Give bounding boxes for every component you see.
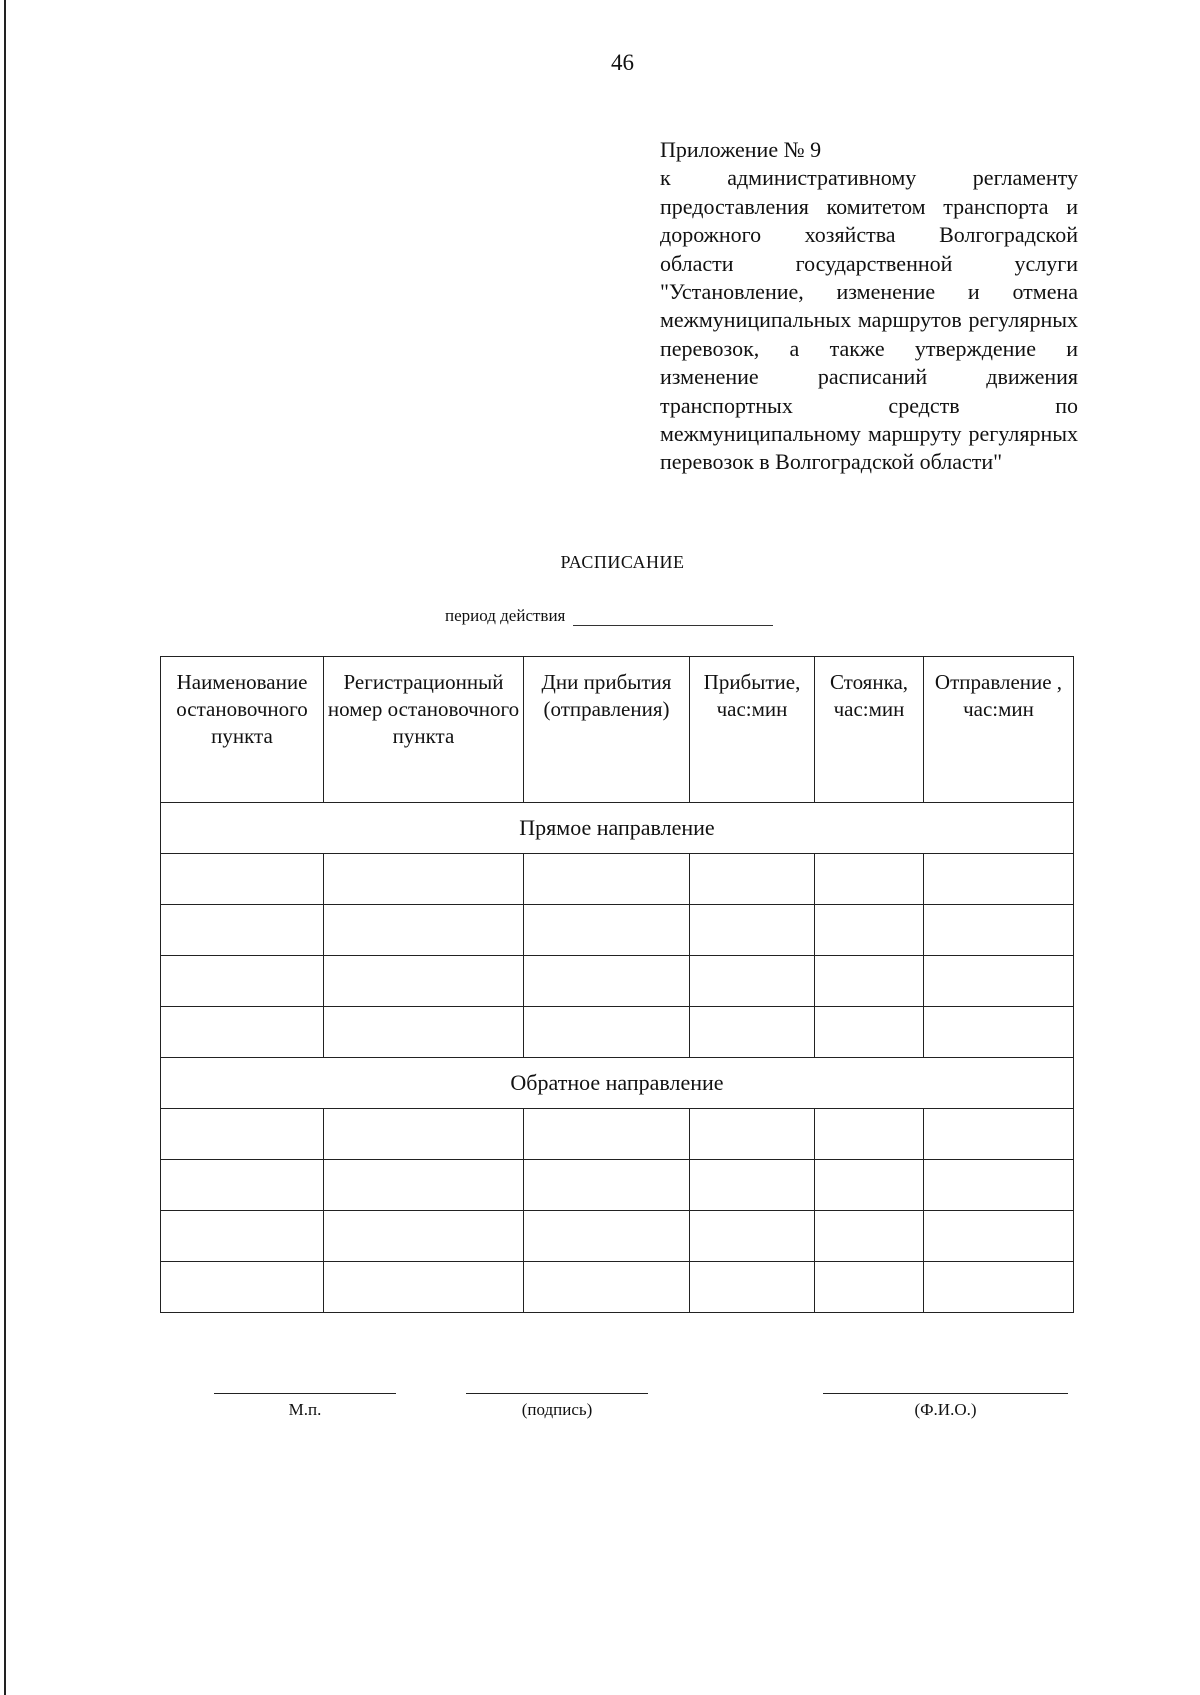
period-blank-field[interactable] [573, 607, 773, 626]
table-cell[interactable] [524, 905, 690, 956]
table-cell[interactable] [324, 1262, 524, 1313]
table-header-row [161, 657, 1074, 803]
table-row [161, 1160, 1074, 1211]
schedule-table [160, 656, 1074, 1313]
stamp-line[interactable] [214, 1393, 396, 1394]
table-cell[interactable] [815, 1211, 924, 1262]
table-cell[interactable] [324, 956, 524, 1007]
table-cell[interactable] [690, 956, 815, 1007]
table-cell[interactable] [690, 1211, 815, 1262]
column-header-departure: Отправление , час:мин [924, 657, 1074, 803]
table-cell[interactable] [324, 854, 524, 905]
stamp-label: М.п. [288, 1400, 322, 1419]
table-cell[interactable] [524, 1262, 690, 1313]
table-cell[interactable] [815, 905, 924, 956]
section-row-reverse [161, 1058, 1074, 1109]
section-reverse-label: Обратное направление [161, 1058, 1074, 1109]
signature-label: (подпись) [521, 1400, 593, 1419]
table-cell[interactable] [924, 905, 1074, 956]
table-cell[interactable] [324, 905, 524, 956]
table-cell[interactable] [924, 956, 1074, 1007]
column-header-registration-number: Регистрационный номер остановочного пункта [324, 657, 524, 803]
table-cell[interactable] [161, 905, 324, 956]
table-cell[interactable] [690, 1109, 815, 1160]
name-label: (Ф.И.О.) [914, 1400, 977, 1419]
table-cell[interactable] [690, 1262, 815, 1313]
section-forward-label: Прямое направление [161, 803, 1074, 854]
table-cell[interactable] [690, 905, 815, 956]
table-cell[interactable] [815, 1262, 924, 1313]
table-row [161, 1007, 1074, 1058]
table-cell[interactable] [690, 1007, 815, 1058]
period-row [445, 606, 773, 626]
table-row [161, 1109, 1074, 1160]
table-cell[interactable] [690, 854, 815, 905]
table-cell[interactable] [924, 1160, 1074, 1211]
stamp-signature-block [214, 1393, 396, 1420]
column-header-stop-duration: Стоянка, час:мин [815, 657, 924, 803]
table-cell[interactable] [324, 1109, 524, 1160]
column-header-days: Дни прибытия (отправления) [524, 657, 690, 803]
table-cell[interactable] [924, 1211, 1074, 1262]
table-cell[interactable] [924, 1262, 1074, 1313]
period-label: период действия [445, 606, 566, 625]
table-cell[interactable] [924, 854, 1074, 905]
table-cell[interactable] [815, 1109, 924, 1160]
table-cell[interactable] [524, 1160, 690, 1211]
table-cell[interactable] [815, 1007, 924, 1058]
table-row [161, 1262, 1074, 1313]
appendix-block [660, 136, 1078, 477]
table-row [161, 854, 1074, 905]
table-cell[interactable] [324, 1211, 524, 1262]
table-cell[interactable] [524, 1007, 690, 1058]
table-cell[interactable] [690, 1160, 815, 1211]
table-cell[interactable] [161, 1160, 324, 1211]
table-cell[interactable] [924, 1007, 1074, 1058]
table-row [161, 1211, 1074, 1262]
column-header-stop-name: Наименование остановочного пункта [161, 657, 324, 803]
name-line[interactable] [823, 1393, 1068, 1394]
table-cell[interactable] [815, 854, 924, 905]
table-cell[interactable] [161, 1007, 324, 1058]
table-cell[interactable] [161, 1211, 324, 1262]
table-cell[interactable] [161, 1109, 324, 1160]
table-row [161, 956, 1074, 1007]
table-row [161, 905, 1074, 956]
appendix-title: Приложение № 9 [660, 137, 822, 162]
scan-edge-line [4, 0, 6, 1695]
table-cell[interactable] [524, 1211, 690, 1262]
signature-line[interactable] [466, 1393, 648, 1394]
document-title: РАСПИСАНИЕ [560, 552, 685, 572]
table-cell[interactable] [161, 1262, 324, 1313]
page-number: 46 [611, 50, 634, 75]
signature-block [466, 1393, 648, 1420]
table-cell[interactable] [924, 1109, 1074, 1160]
table-cell[interactable] [815, 1160, 924, 1211]
table-cell[interactable] [524, 956, 690, 1007]
appendix-body: к административному регламенту предоставления комитетом транспорта и дорожного хозяйства Волгоградской области государственной услуги "Установление, изменение и отмена межмуниципальных маршрутов регулярных перевозок, а также утверждение и изменение расписаний движения транспортных средств по межмуниципальному маршруту регулярных перевозок в Волгоградской области" [660, 165, 1078, 475]
table-cell[interactable] [161, 956, 324, 1007]
table-cell[interactable] [161, 854, 324, 905]
table-cell[interactable] [324, 1160, 524, 1211]
name-signature-block [823, 1393, 1068, 1420]
table-cell[interactable] [324, 1007, 524, 1058]
table-cell[interactable] [524, 1109, 690, 1160]
table-cell[interactable] [815, 956, 924, 1007]
table-cell[interactable] [524, 854, 690, 905]
section-row-forward [161, 803, 1074, 854]
column-header-arrival: Прибытие, час:мин [690, 657, 815, 803]
